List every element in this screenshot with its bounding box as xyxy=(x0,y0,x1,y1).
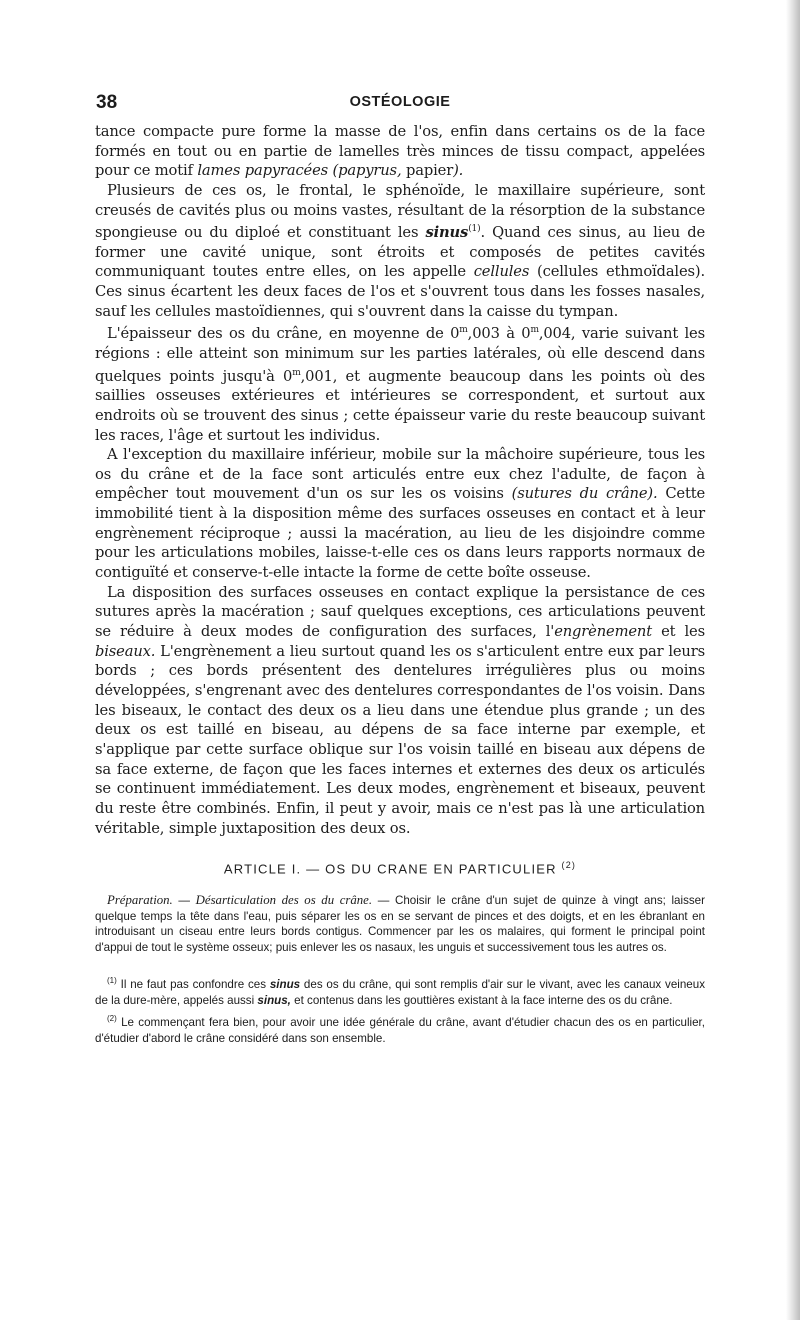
text-run: Cette immobilité tient à la disposition même des surfaces osseuses en contact et à leur engrènement réciproque ; aussi la macération, au lieu de les disjoindre comme pour les articulations mobiles, laisse-t-elle ces os dans leurs rapports normaux de contiguïté et conserve-t-elle intacte la forme de cette boîte osseuse. xyxy=(95,485,705,582)
paragraph xyxy=(95,583,705,839)
paragraph xyxy=(95,181,705,321)
text-run: A l'exception du maxillaire inférieur, mobile sur la mâchoire supérieure, tous les os du crâne et de la face sont articulés entre eux chez l'adulte, de façon à empêcher tout mouvement d'un os sur les os voisins xyxy=(95,446,705,503)
text-run: L'engrènement a lieu surtout quand les os s'articulent entre eux par leurs bords ; ces bords présentent des dentelures irrégulières plus ou moins développées, s'engrenant avec des dentelures correspondantes de l'os voisin. Dans les biseaux, le contact des deux os a lieu dans une étendue plus grande ; un des deux os est taillé en biseau, au dépens de sa face interne par exemple, et s'applique par cette surface oblique sur l'os voisin taillé en biseau aux dépens de sa face externe, de façon que les faces internes et externes des deux os articulés se continuent immédiatement. Les deux modes, engrènement et biseaux, peuvent du reste être combinés. Enfin, il peut y avoir, mais ce n'est pas là une articulation véritable, simple juxtaposition des deux os. xyxy=(95,642,705,837)
text-run-sup: (1) xyxy=(107,976,117,986)
text-run-i: cellules xyxy=(473,263,530,281)
page-header xyxy=(95,92,705,118)
text-run: ,001, et augmente beaucoup dans les points où des saillies osseuses extérieures et intérieures se correspondent, et surtout aux endroits où se trouvent des sinus ; cette épaisseur varie du reste beaucoup suivant les races, l'âge et surtout les individus. xyxy=(95,367,705,444)
text-run-bi: sinus xyxy=(425,224,469,242)
text-run-i: Préparation. xyxy=(107,892,173,907)
text-run: La disposition des surfaces osseuses en contact explique la persistance de ces sutures après la macération ; sauf quelques exceptions, ces articulations peuvent se réduire à deux modes de configuration des surfaces, l' xyxy=(95,583,705,641)
text-run-i: engrènement xyxy=(554,623,652,641)
text-run: Il ne faut pas confondre ces xyxy=(116,978,270,992)
text-run: Le commençant fera bien, pour avoir une idée générale du crâne, avant d'étudier chacun des os en particulier, d'étudier d'abord le crâne considéré dans son ensemble. xyxy=(95,1015,705,1045)
text-run: et les xyxy=(651,623,705,641)
text-run: L'épaisseur des os du crâne, en moyenne de 0 xyxy=(107,325,460,343)
text-run-sup: (1) xyxy=(468,224,481,235)
text-run-i: Désarticulation des os du crâne. xyxy=(195,892,373,907)
text-run: — Choisir le crâne d'un sujet de quinze à vingt ans; laisser quelque temps la tête dans l'eau, puis séparer les os en se servant de pinces et des doigts, et en les ébranlant en introduisant un ciseau entre leurs bords contigus. Commencer par les os malaires, qui forment le principal point d'appui de tout le système osseux; puis enlever les os nasaux, les unguis et successivement tous les autres os. xyxy=(95,893,705,955)
text-run-sup: m xyxy=(530,325,539,336)
page-edge-shadow xyxy=(786,0,800,1320)
footnotes xyxy=(95,973,705,1046)
preparation-note xyxy=(95,893,705,957)
text-run: tance compacte pure forme la masse de l'os, enfin dans certains os de la face formés en tout ou en partie de lamelles très minces de tissu compact, appelées pour ce motif xyxy=(95,123,705,180)
text-run: — xyxy=(172,893,196,907)
text-run-sup: m xyxy=(292,367,301,378)
article-title-note-ref: (2) xyxy=(561,860,577,871)
page-number: 38 xyxy=(96,92,118,113)
text-run-sup: (2) xyxy=(107,1013,117,1023)
text-run-i: ). xyxy=(453,162,464,180)
text-run: (cellules ethmoïdales). Ces sinus écartent les deux faces de l'os et s'ouvrent tous dans les fosses nasales, sauf les cellules mastoïdiennes, qui s'ouvrent dans la caisse du tympan. xyxy=(95,263,705,320)
running-head: OSTÉOLOGIE xyxy=(349,94,451,110)
text-run: . Quand ces sinus, au lieu de former une cavité unique, sont étroits et composés de petites cavités communiquant toutes entre elles, on les appelle xyxy=(95,224,705,281)
body-text xyxy=(95,122,705,838)
text-run-i: lames papyracées (papyrus, xyxy=(197,162,402,180)
text-run-bi: sinus, xyxy=(257,994,291,1008)
text-run: Plusieurs de ces os, le frontal, le sphénoïde, le maxillaire supérieure, sont creusés de cavités plus ou moins vastes, résultant de la résorption de la substance spongieuse ou du diploé et constituant les xyxy=(95,181,705,242)
text-run-sup: m xyxy=(459,325,468,336)
text-run: des os du crâne, qui sont remplis d'air sur le vivant, avec les canaux veineux de la dure-mère, appelés aussi xyxy=(95,978,705,1008)
article-title-text: ARTICLE I. — OS DU CRANE EN PARTICULIER xyxy=(223,861,557,877)
text-run: et contenus dans les gouttières existant à la face interne des os du crâne. xyxy=(290,994,673,1008)
footnote xyxy=(95,1011,705,1047)
text-run-bi: sinus xyxy=(269,978,301,992)
paragraph xyxy=(95,122,705,181)
text-run-i: (sutures du crâne). xyxy=(511,485,658,503)
article-title xyxy=(95,860,705,876)
paragraph xyxy=(95,445,705,583)
text-run: papier xyxy=(401,162,454,180)
text-run-i: biseaux. xyxy=(95,642,156,660)
book-page xyxy=(95,92,705,1049)
text-run: ,003 à 0 xyxy=(467,325,531,343)
footnote xyxy=(95,973,705,1009)
paragraph xyxy=(95,321,705,445)
text-run: ,004, varie suivant les régions : elle atteint son minimum sur les parties latérales, où elle descend dans quelques points jusqu'à 0 xyxy=(95,325,705,385)
